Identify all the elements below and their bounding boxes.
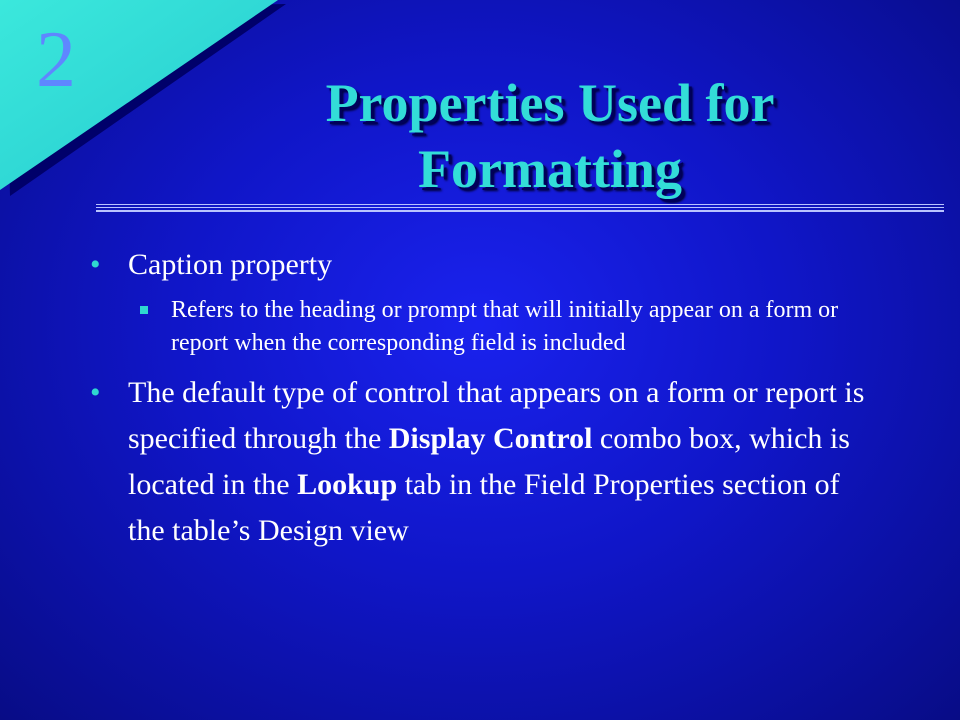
slide-title — [230, 70, 870, 202]
bullet-display-control — [90, 370, 880, 554]
sub-bullet-caption-description — [171, 294, 871, 360]
bullet-caption-property — [90, 242, 880, 288]
sub-bullet-text: Refers to the heading or prompt that will initially appear on a form or report when the corresponding field is included — [171, 297, 839, 356]
title-divider-line — [96, 204, 944, 205]
bullet-text-part-1: The default type of control that appears on a form or report is specified through the — [128, 376, 865, 455]
square-bullet-icon — [140, 306, 148, 314]
slide-body — [90, 242, 880, 554]
title-divider-line — [96, 207, 944, 208]
bullet-text-part-2: combo box, which is located in the — [128, 422, 850, 501]
title-line-2: Formatting — [418, 139, 682, 199]
bullet-text-part-3: tab in the Field Properties section of the table’s Design view — [128, 468, 840, 547]
title-line-1: Properties Used for — [325, 73, 775, 133]
bullet-dot-icon: • — [90, 376, 101, 409]
bold-term-display-control: Display Control — [388, 422, 593, 455]
title-divider-line — [96, 210, 944, 212]
bold-term-lookup: Lookup — [297, 468, 398, 501]
chapter-number: 2 — [36, 16, 76, 104]
bullet-text: Caption property — [128, 248, 333, 281]
bullet-dot-icon: • — [90, 248, 101, 281]
